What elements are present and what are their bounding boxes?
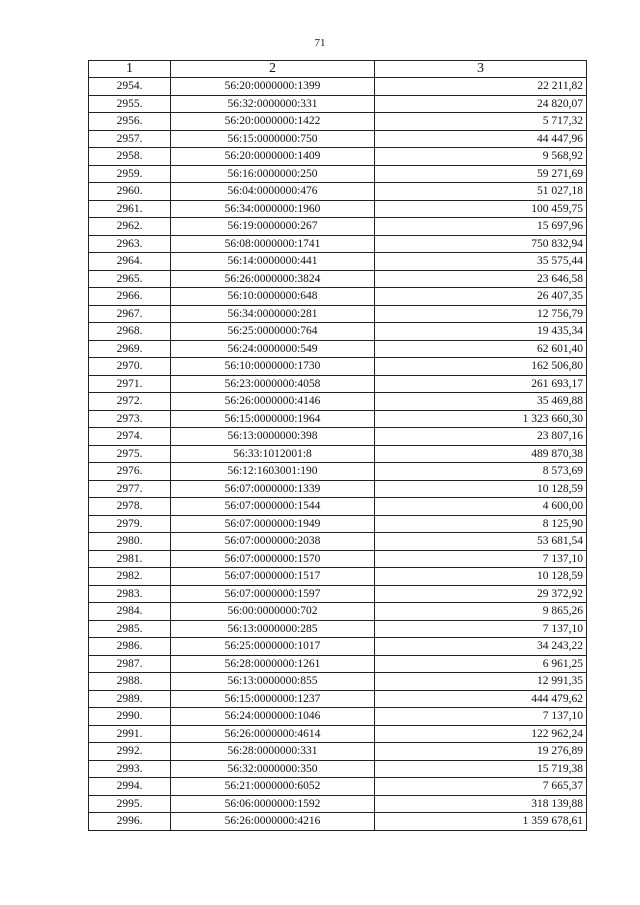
amount-value: 34 243,22 <box>375 638 587 656</box>
amount-value: 24 820,07 <box>375 95 587 113</box>
table-row <box>89 568 587 586</box>
row-number: 2958. <box>89 148 171 166</box>
cadastral-number: 56:26:0000000:4146 <box>171 393 375 411</box>
table-row <box>89 340 587 358</box>
amount-value: 23 646,58 <box>375 270 587 288</box>
amount-value: 26 407,35 <box>375 288 587 306</box>
table-row <box>89 270 587 288</box>
table-row <box>89 813 587 831</box>
cadastral-number: 56:15:0000000:750 <box>171 130 375 148</box>
row-number: 2961. <box>89 200 171 218</box>
table-row <box>89 585 587 603</box>
amount-value: 7 137,10 <box>375 708 587 726</box>
cadastral-number: 56:13:0000000:855 <box>171 673 375 691</box>
cadastral-number: 56:34:0000000:281 <box>171 305 375 323</box>
row-number: 2985. <box>89 620 171 638</box>
row-number: 2989. <box>89 690 171 708</box>
table-row <box>89 498 587 516</box>
cadastral-number: 56:07:0000000:1949 <box>171 515 375 533</box>
cadastral-number: 56:13:0000000:285 <box>171 620 375 638</box>
cadastral-number: 56:32:0000000:331 <box>171 95 375 113</box>
table-row <box>89 638 587 656</box>
table-row <box>89 78 587 96</box>
table-row <box>89 708 587 726</box>
row-number: 2980. <box>89 533 171 551</box>
row-number: 2991. <box>89 725 171 743</box>
table-row <box>89 253 587 271</box>
cadastral-number: 56:28:0000000:331 <box>171 743 375 761</box>
cadastral-number: 56:24:0000000:1046 <box>171 708 375 726</box>
table-row <box>89 218 587 236</box>
cadastral-number: 56:06:0000000:1592 <box>171 795 375 813</box>
table-row <box>89 550 587 568</box>
amount-value: 444 479,62 <box>375 690 587 708</box>
amount-value: 35 575,44 <box>375 253 587 271</box>
amount-value: 59 271,69 <box>375 165 587 183</box>
row-number: 2964. <box>89 253 171 271</box>
cadastral-number: 56:00:0000000:702 <box>171 603 375 621</box>
cadastral-number: 56:24:0000000:549 <box>171 340 375 358</box>
cadastral-number: 56:04:0000000:476 <box>171 183 375 201</box>
cadastral-number: 56:25:0000000:1017 <box>171 638 375 656</box>
amount-value: 35 469,88 <box>375 393 587 411</box>
row-number: 2960. <box>89 183 171 201</box>
amount-value: 7 665,37 <box>375 778 587 796</box>
cadastral-number: 56:26:0000000:3824 <box>171 270 375 288</box>
amount-value: 15 697,96 <box>375 218 587 236</box>
row-number: 2983. <box>89 585 171 603</box>
cadastral-number: 56:15:0000000:1237 <box>171 690 375 708</box>
row-number: 2981. <box>89 550 171 568</box>
amount-value: 5 717,32 <box>375 113 587 131</box>
table-row <box>89 95 587 113</box>
data-table <box>88 60 587 831</box>
row-number: 2969. <box>89 340 171 358</box>
cadastral-number: 56:10:0000000:1730 <box>171 358 375 376</box>
row-number: 2973. <box>89 410 171 428</box>
row-number: 2993. <box>89 760 171 778</box>
cadastral-number: 56:32:0000000:350 <box>171 760 375 778</box>
row-number: 2987. <box>89 655 171 673</box>
amount-value: 10 128,59 <box>375 480 587 498</box>
table-row <box>89 603 587 621</box>
cadastral-number: 56:07:0000000:1339 <box>171 480 375 498</box>
amount-value: 6 961,25 <box>375 655 587 673</box>
table-row <box>89 533 587 551</box>
table-row <box>89 410 587 428</box>
cadastral-number: 56:08:0000000:1741 <box>171 235 375 253</box>
table-row <box>89 743 587 761</box>
amount-value: 15 719,38 <box>375 760 587 778</box>
amount-value: 7 137,10 <box>375 620 587 638</box>
amount-value: 12 991,35 <box>375 673 587 691</box>
cadastral-number: 56:21:0000000:6052 <box>171 778 375 796</box>
amount-value: 7 137,10 <box>375 550 587 568</box>
table-row <box>89 760 587 778</box>
table-row <box>89 375 587 393</box>
cadastral-number: 56:13:0000000:398 <box>171 428 375 446</box>
table-row <box>89 690 587 708</box>
row-number: 2984. <box>89 603 171 621</box>
table-row <box>89 428 587 446</box>
table-row <box>89 358 587 376</box>
amount-value: 261 693,17 <box>375 375 587 393</box>
cadastral-number: 56:23:0000000:4058 <box>171 375 375 393</box>
row-number: 2954. <box>89 78 171 96</box>
row-number: 2963. <box>89 235 171 253</box>
cadastral-number: 56:28:0000000:1261 <box>171 655 375 673</box>
table-row <box>89 445 587 463</box>
table-row <box>89 305 587 323</box>
cadastral-number: 56:07:0000000:1597 <box>171 585 375 603</box>
cadastral-number: 56:07:0000000:1517 <box>171 568 375 586</box>
cadastral-number: 56:20:0000000:1409 <box>171 148 375 166</box>
row-number: 2972. <box>89 393 171 411</box>
row-number: 2974. <box>89 428 171 446</box>
table-row <box>89 725 587 743</box>
row-number: 2959. <box>89 165 171 183</box>
table-header-row <box>89 61 587 78</box>
amount-value: 22 211,82 <box>375 78 587 96</box>
column-header-1: 1 <box>89 61 171 78</box>
cadastral-number: 56:12:1603001:190 <box>171 463 375 481</box>
table-row <box>89 183 587 201</box>
table-row <box>89 463 587 481</box>
cadastral-number: 56:20:0000000:1422 <box>171 113 375 131</box>
amount-value: 29 372,92 <box>375 585 587 603</box>
cadastral-number: 56:33:1012001:8 <box>171 445 375 463</box>
table-row <box>89 130 587 148</box>
cadastral-number: 56:07:0000000:1570 <box>171 550 375 568</box>
amount-value: 8 573,69 <box>375 463 587 481</box>
amount-value: 1 323 660,30 <box>375 410 587 428</box>
table-row <box>89 113 587 131</box>
cadastral-number: 56:15:0000000:1964 <box>171 410 375 428</box>
table-row <box>89 288 587 306</box>
amount-value: 10 128,59 <box>375 568 587 586</box>
row-number: 2955. <box>89 95 171 113</box>
row-number: 2965. <box>89 270 171 288</box>
column-header-3: 3 <box>375 61 587 78</box>
amount-value: 122 962,24 <box>375 725 587 743</box>
amount-value: 162 506,80 <box>375 358 587 376</box>
row-number: 2982. <box>89 568 171 586</box>
amount-value: 9 568,92 <box>375 148 587 166</box>
table-body <box>89 78 587 831</box>
amount-value: 8 125,90 <box>375 515 587 533</box>
amount-value: 489 870,38 <box>375 445 587 463</box>
row-number: 2975. <box>89 445 171 463</box>
row-number: 2970. <box>89 358 171 376</box>
table-row <box>89 795 587 813</box>
row-number: 2996. <box>89 813 171 831</box>
row-number: 2966. <box>89 288 171 306</box>
table-row <box>89 235 587 253</box>
table-row <box>89 620 587 638</box>
amount-value: 19 435,34 <box>375 323 587 341</box>
row-number: 2978. <box>89 498 171 516</box>
amount-value: 44 447,96 <box>375 130 587 148</box>
amount-value: 51 027,18 <box>375 183 587 201</box>
row-number: 2990. <box>89 708 171 726</box>
row-number: 2962. <box>89 218 171 236</box>
cadastral-number: 56:07:0000000:2038 <box>171 533 375 551</box>
amount-value: 62 601,40 <box>375 340 587 358</box>
table-row <box>89 655 587 673</box>
amount-value: 23 807,16 <box>375 428 587 446</box>
table-row <box>89 200 587 218</box>
row-number: 2979. <box>89 515 171 533</box>
cadastral-number: 56:10:0000000:648 <box>171 288 375 306</box>
amount-value: 9 865,26 <box>375 603 587 621</box>
amount-value: 53 681,54 <box>375 533 587 551</box>
cadastral-number: 56:20:0000000:1399 <box>171 78 375 96</box>
cadastral-number: 56:26:0000000:4216 <box>171 813 375 831</box>
row-number: 2992. <box>89 743 171 761</box>
row-number: 2988. <box>89 673 171 691</box>
amount-value: 12 756,79 <box>375 305 587 323</box>
table-row <box>89 148 587 166</box>
cadastral-number: 56:07:0000000:1544 <box>171 498 375 516</box>
table-row <box>89 165 587 183</box>
row-number: 2995. <box>89 795 171 813</box>
amount-value: 4 600,00 <box>375 498 587 516</box>
row-number: 2957. <box>89 130 171 148</box>
table-row <box>89 393 587 411</box>
row-number: 2968. <box>89 323 171 341</box>
table-row <box>89 323 587 341</box>
row-number: 2976. <box>89 463 171 481</box>
row-number: 2977. <box>89 480 171 498</box>
page-number: 71 <box>314 37 326 49</box>
table-row <box>89 480 587 498</box>
table-row <box>89 778 587 796</box>
amount-value: 19 276,89 <box>375 743 587 761</box>
cadastral-number: 56:16:0000000:250 <box>171 165 375 183</box>
table-row <box>89 515 587 533</box>
amount-value: 318 139,88 <box>375 795 587 813</box>
amount-value: 750 832,94 <box>375 235 587 253</box>
column-header-2: 2 <box>171 61 375 78</box>
row-number: 2986. <box>89 638 171 656</box>
amount-value: 1 359 678,61 <box>375 813 587 831</box>
cadastral-number: 56:25:0000000:764 <box>171 323 375 341</box>
cadastral-number: 56:34:0000000:1960 <box>171 200 375 218</box>
row-number: 2994. <box>89 778 171 796</box>
cadastral-number: 56:14:0000000:441 <box>171 253 375 271</box>
cadastral-number: 56:19:0000000:267 <box>171 218 375 236</box>
row-number: 2971. <box>89 375 171 393</box>
table-row <box>89 673 587 691</box>
cadastral-number: 56:26:0000000:4614 <box>171 725 375 743</box>
row-number: 2967. <box>89 305 171 323</box>
row-number: 2956. <box>89 113 171 131</box>
amount-value: 100 459,75 <box>375 200 587 218</box>
